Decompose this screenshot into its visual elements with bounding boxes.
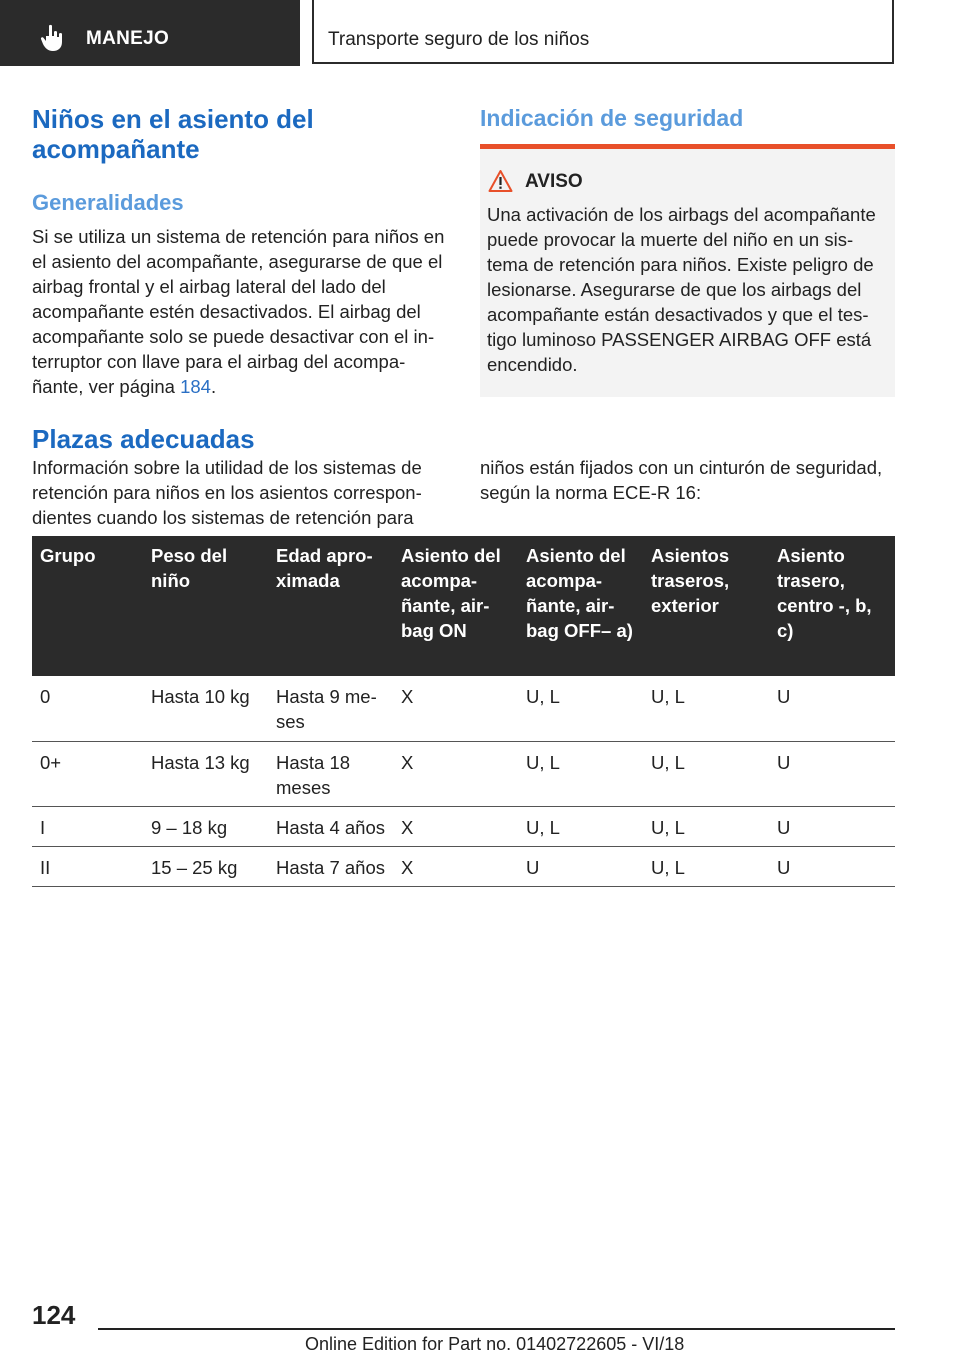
table-header-row — [32, 536, 895, 676]
table-cell: U, L — [643, 846, 769, 886]
table-cell: 0+ — [32, 741, 143, 806]
table-cell: U — [769, 676, 895, 741]
table-cell: U, L — [518, 741, 643, 806]
header-chapter-box — [312, 0, 894, 64]
seats-title: Plazas adecuadas — [32, 424, 255, 454]
table-cell: Hasta 13 kg — [143, 741, 268, 806]
table-cell: 9 – 18 kg — [143, 806, 268, 846]
table-cell: U, L — [643, 676, 769, 741]
table-cell: Hasta 10 kg — [143, 676, 268, 741]
table-cell: Hasta 7 años — [268, 846, 393, 886]
table-cell: I — [32, 806, 143, 846]
warning-box — [480, 149, 895, 397]
warning-label: AVISO — [525, 171, 583, 192]
header-cell-weight: Peso del niño — [143, 536, 268, 676]
table-cell: U, L — [643, 741, 769, 806]
table-cell: 15 – 25 kg — [143, 846, 268, 886]
table-cell: Hasta 4 años — [268, 806, 393, 846]
table-cell: U, L — [518, 676, 643, 741]
warning-triangle-icon — [488, 169, 513, 193]
table-cell: U, L — [643, 806, 769, 846]
paragraph-end: . — [210, 376, 217, 397]
child-seat-table — [32, 536, 895, 887]
table-cell: X — [393, 676, 518, 741]
table-cell: U — [769, 741, 895, 806]
seats-text-left: Información sobre la utilidad de los sistemas de retención para niños en los asientos correspon- dientes cuando los sistemas de retención para — [32, 457, 422, 528]
footer-edition: Online Edition for Part no. 01402722605 - VI/18 — [305, 1334, 685, 1354]
steering-hand-icon — [40, 24, 66, 52]
table-row — [32, 741, 895, 806]
table-cell: U — [769, 806, 895, 846]
section-title: Niños en el asiento del acompañante — [32, 104, 314, 164]
header-section-tab — [0, 0, 300, 66]
table-cell: II — [32, 846, 143, 886]
table-cell: X — [393, 741, 518, 806]
header-section-label: MANEJO — [86, 28, 170, 49]
table-cell: U, L — [518, 806, 643, 846]
header-cell-group: Grupo — [32, 536, 143, 676]
table-cell: U — [769, 846, 895, 886]
general-paragraph — [32, 224, 450, 399]
seats-text-right: niños están fijados con un cinturón de seguridad, según la norma ECE-R 16: — [480, 457, 883, 503]
header-cell-rear-outer: Asientos traseros, exterior — [643, 536, 769, 676]
header-cell-age: Edad apro- ximada — [268, 536, 393, 676]
table-cell: Hasta 18 meses — [268, 741, 393, 806]
general-paragraph-text: Si se utiliza un sistema de retención para niños en el asiento del acompañante, asegurarse de que el airbag frontal y el airbag lateral del lado del acompañante estén desactivados. El airbag del acompañante solo se puede desactivar con el in- terruptor con llave para el airbag del acompa- ñante, ver página — [32, 226, 445, 397]
table-cell: U — [518, 846, 643, 886]
table-cell: Hasta 9 me- ses — [268, 676, 393, 741]
safety-title: Indicación de seguridad — [480, 105, 744, 131]
header-cell-front-airbag-off: Asiento del acompa- ñante, air- bag OFF– a) — [518, 536, 643, 676]
footer-divider — [98, 1328, 895, 1330]
table-row — [32, 676, 895, 741]
warning-text: Una activación de los airbags del acompañante puede provocar la muerte del niño en un sis- tema de retención para niños. Existe peligro de lesionarse. Asegurarse de que los airbags del acompañante están desactivados y que el tes- tigo luminoso PASSENGER AIRBAG OFF está encendido. — [487, 204, 876, 375]
table-row — [32, 846, 895, 886]
table-row — [32, 806, 895, 846]
page-number: 124 — [32, 1300, 76, 1330]
page-reference-link[interactable]: 184 — [180, 376, 211, 397]
header-chapter-title: Transporte seguro de los niños — [328, 29, 590, 50]
header-cell-front-airbag-on: Asiento del acompa- ñante, air- bag ON — [393, 536, 518, 676]
header-cell-rear-center: Asiento trasero, centro -, b, c) — [769, 536, 895, 676]
table-cell: X — [393, 806, 518, 846]
table-cell: 0 — [32, 676, 143, 741]
subsection-title: Generalidades — [32, 190, 184, 215]
table-cell: X — [393, 846, 518, 886]
